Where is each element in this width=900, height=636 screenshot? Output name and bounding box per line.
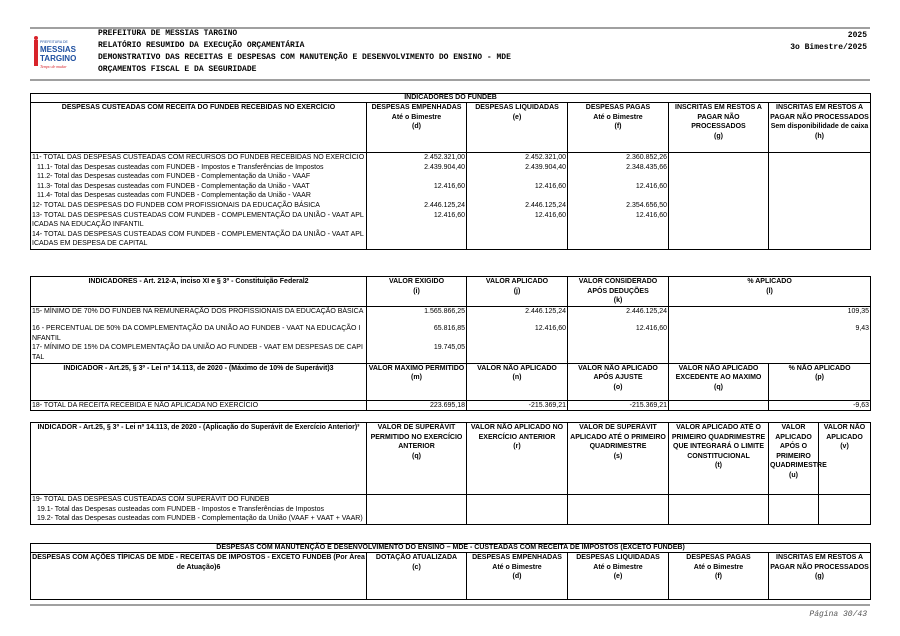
svg-text:TARGINO: TARGINO — [40, 54, 77, 63]
column-letter: (p) — [815, 374, 825, 382]
row-label: 11- TOTAL DAS DESPESAS CUSTEADAS COM RECURSOS DO FUNDEB RECEBIDAS NO EXERCÍCIO — [31, 153, 367, 163]
row-value — [568, 495, 669, 505]
row-value — [367, 191, 467, 201]
column-header — [568, 553, 669, 600]
column-period: Até o Bimestre — [391, 113, 442, 121]
column-title: VALOR APLICADO — [485, 278, 549, 285]
row-value — [819, 514, 871, 524]
column-subtitle — [368, 373, 465, 383]
row-value: 2.348.435,66 — [568, 163, 669, 173]
row-value: 2.446.125,24 — [467, 306, 568, 324]
column-header-content — [468, 553, 566, 582]
column-title: DESPESAS PAGAS — [686, 554, 751, 561]
row-label: 19- TOTAL DAS DESPESAS CUSTEADAS COM SUPERÁVIT DO FUNDEB — [31, 495, 367, 505]
row-label: 18- TOTAL DA RECEITA RECEBIDA E NÃO APLICADA NO EXERCÍCIO — [31, 400, 367, 411]
row-value — [769, 153, 871, 163]
column-header — [568, 423, 669, 495]
row-label: 19.2- Total das Despesas custeadas com FUNDEB - Complementação da União (VAAF + VAAT + VAAR) — [31, 514, 367, 524]
column-subtitle — [368, 113, 465, 132]
column-header — [467, 103, 568, 153]
header-report: RELATÓRIO RESUMIDO DA EXECUÇÃO ORÇAMENTÁRIA — [98, 41, 305, 50]
column-subtitle — [770, 471, 817, 481]
header-entity: PREFEITURA DE MESSIAS TARGINO — [98, 29, 238, 38]
column-letter: (v) — [840, 443, 849, 451]
table-row — [31, 324, 871, 343]
column-header — [467, 277, 568, 307]
column-title: VALOR NÃO APLICADO — [823, 424, 866, 441]
row-value — [467, 172, 568, 182]
column-title: VALOR NÃO APLICADO NO EXERCÍCIO ANTERIOR — [470, 424, 564, 441]
row-label: 13- TOTAL DAS DESPESAS CUSTEADAS COM FUNDEB - COMPLEMENTAÇÃO DA UNIÃO - VAAT APLICADAS NA EDUCAÇÃO INFANTIL — [31, 211, 367, 230]
row-value: 1.565.866,25 — [367, 306, 467, 324]
table-row — [31, 343, 871, 363]
row-value — [769, 230, 871, 250]
row-label: 11.1- Total das Despesas custeadas com FUNDEB - Impostos e Transferências de Impostos — [31, 163, 367, 173]
column-title: VALOR EXIGIDO — [388, 278, 445, 285]
column-header-content — [770, 553, 869, 582]
column-header — [467, 363, 568, 400]
row-label: 17- MÍNIMO DE 15% DA COMPLEMENTAÇÃO DA UNIÃO AO FUNDEB - VAAT EM DESPESAS DE CAPITAL — [31, 343, 367, 363]
column-header-content — [468, 103, 566, 122]
column-header-content — [569, 364, 667, 393]
column-header-content — [468, 277, 566, 296]
row-label: 11.2- Total das Despesas custeadas com FUNDEB - Complementação da União - VAAF — [31, 172, 367, 182]
column-subtitle — [368, 452, 465, 462]
column-subtitle — [468, 442, 566, 452]
column-title: DESPESAS LIQUIDADAS — [475, 104, 559, 111]
column-header — [31, 277, 367, 307]
row-value: 2.446.125,24 — [568, 306, 669, 324]
header-row — [31, 363, 871, 400]
column-header-content — [32, 364, 365, 374]
column-period: Até o Bimestre — [693, 563, 744, 571]
column-subtitle — [468, 287, 566, 297]
column-header-content — [468, 364, 566, 383]
column-header — [568, 363, 669, 400]
column-header-content — [670, 423, 767, 471]
column-title: INDICADOR - Art.25, § 3º - Lei nº 14.113, de 2020 - (Aplicação do Superávit de Exercício Anterior)³ — [37, 424, 360, 431]
column-title: VALOR APLICADO ATÉ O PRIMEIRO QUADRIMESTRE QUE INTEGRARÁ O LIMITE CONSTITUCIONAL — [671, 424, 766, 460]
row-value — [669, 211, 769, 230]
column-subtitle — [770, 373, 869, 383]
table-row — [31, 306, 871, 324]
row-value: 2.439.904,40 — [367, 163, 467, 173]
page-number: Página 30/43 — [809, 610, 867, 619]
row-value: 9,43 — [669, 324, 871, 343]
column-title: INSCRITAS EM RESTOS A PAGAR NÃO PROCESSADOS — [770, 554, 869, 571]
column-subtitle — [468, 373, 566, 383]
column-title: VALOR CONSIDERADO APÓS DEDUÇÕES — [578, 278, 658, 295]
column-letter: (s) — [613, 452, 623, 460]
column-letter: (c) — [412, 563, 421, 571]
column-letter: (m) — [411, 374, 422, 382]
row-value: 2.354.656,50 — [568, 201, 669, 211]
row-label: 11.3- Total das Despesas custeadas com FUNDEB - Complementação da União - VAAT — [31, 182, 367, 192]
column-header-content — [770, 103, 869, 141]
column-title: VALOR NÃO APLICADO EXCEDENTE AO MAXIMO — [675, 364, 762, 382]
column-header-content — [569, 553, 667, 582]
row-value — [467, 495, 568, 505]
row-value: 2.446.125,24 — [367, 201, 467, 211]
table-title: DESPESAS COM MANUTENÇÃO E DESENVOLVIMENTO DO ENSINO – MDE - CUSTEADAS COM RECEITA DE IMPOSTOS (EXCETO FUNDEB) — [31, 544, 871, 553]
column-subtitle — [770, 572, 869, 582]
column-header — [31, 553, 367, 600]
row-value — [367, 514, 467, 524]
svg-text:MESSIAS: MESSIAS — [40, 45, 77, 54]
row-value — [669, 343, 871, 363]
row-value — [568, 514, 669, 524]
column-letter: (f) — [715, 573, 722, 581]
column-subtitle — [670, 461, 767, 471]
footer-rule — [30, 604, 870, 606]
column-header — [367, 553, 467, 600]
column-header-content — [32, 103, 365, 113]
row-value — [669, 191, 769, 201]
row-value: -215.369,21 — [467, 400, 568, 411]
row-value — [819, 495, 871, 505]
row-value — [367, 495, 467, 505]
row-label: 16 - PERCENTUAL DE 50% DA COMPLEMENTAÇÃO DA UNIÃO AO FUNDEB - VAAT NA EDUCAÇÃO INFANTIL — [31, 324, 367, 343]
column-subtitle — [569, 563, 667, 582]
row-value — [669, 230, 769, 250]
column-header-content — [569, 423, 667, 461]
column-title: VALOR NÃO APLICADO APÓS AJUSTE — [578, 364, 658, 382]
row-value: 223.695,18 — [367, 400, 467, 411]
column-header — [669, 103, 769, 153]
row-label: 15- MÍNIMO DE 70% DO FUNDEB NA REMUNERAÇÃO DOS PROFISSIONAIS DA EDUCAÇÃO BÁSICA — [31, 306, 367, 324]
row-value — [568, 191, 669, 201]
column-header — [467, 553, 568, 600]
column-header-content — [670, 553, 767, 582]
superavit-indicators-table — [30, 422, 871, 525]
column-title: VALOR DE SUPERÁVIT PERMITIDO NO EXERCÍCIO ANTERIOR — [370, 424, 463, 451]
column-header — [31, 363, 367, 400]
column-letter: (k) — [613, 297, 623, 305]
column-title: % NÃO APLICADO — [788, 364, 851, 372]
column-period: Até o Bimestre — [492, 563, 542, 571]
row-label: 12- TOTAL DAS DESPESAS DO FUNDEB COM PROFISSIONAIS DA EDUCAÇÃO BÁSICA — [31, 201, 367, 211]
row-value — [467, 191, 568, 201]
svg-text:PREFEITURA DE: PREFEITURA DE — [40, 40, 68, 44]
column-letter: (e) — [613, 573, 623, 581]
row-value — [467, 343, 568, 363]
row-value — [367, 505, 467, 515]
column-header — [367, 423, 467, 495]
row-value: 65.816,85 — [367, 324, 467, 343]
column-header — [819, 423, 871, 495]
column-header-content — [670, 277, 869, 296]
table-row — [31, 172, 871, 182]
row-value — [669, 495, 769, 505]
constitutional-indicators-table — [30, 276, 871, 411]
row-label: 11.4- Total das Despesas custeadas com FUNDEB - Complementação da União - VAAR — [31, 191, 367, 201]
table-row — [31, 514, 871, 524]
row-value — [467, 505, 568, 515]
column-subtitle — [368, 563, 465, 573]
row-value: 2.452.321,00 — [367, 153, 467, 163]
column-letter: (t) — [715, 462, 722, 470]
column-letter: (l) — [766, 287, 773, 295]
column-header — [769, 363, 871, 400]
row-value: 2.452.321,00 — [467, 153, 568, 163]
row-value — [669, 172, 769, 182]
row-value: 19.745,05 — [367, 343, 467, 363]
column-title: INSCRITAS EM RESTOS A PAGAR NÃO PROCESSADOS Sem disponibilidade de caixa — [770, 104, 869, 131]
row-label: 14- TOTAL DAS DESPESAS CUSTEADAS COM FUNDEB - COMPLEMENTAÇÃO DA UNIÃO - VAAT APLICADAS EM DESPESA DE CAPITAL — [31, 230, 367, 250]
column-header-content — [368, 553, 465, 572]
column-letter: (q) — [412, 452, 421, 460]
table-row — [31, 182, 871, 192]
column-title: INDICADOR - Art.25, § 3º - Lei nº 14.113, de 2020 - (Máximo de 10% de Superávit)3 — [63, 364, 334, 372]
table-row — [31, 505, 871, 515]
column-period: Até o Bimestre — [593, 113, 643, 121]
column-header-content — [32, 423, 365, 433]
column-header-content — [569, 103, 667, 132]
column-title: VALOR DE SUPERÁVIT APLICADO ATÉ O PRIMEIRO QUADRIMESTRE — [570, 424, 666, 451]
column-title: DESPESAS PAGAS — [585, 104, 651, 111]
row-value: 12.416,60 — [467, 182, 568, 192]
column-letter: (r) — [513, 443, 521, 451]
header-bottom-rule — [30, 79, 870, 81]
column-subtitle — [368, 287, 465, 297]
row-value — [769, 172, 871, 182]
table-row — [31, 211, 871, 230]
row-value — [568, 343, 669, 363]
column-subtitle — [468, 563, 566, 582]
column-letter: (g) — [714, 132, 723, 140]
column-header — [367, 277, 467, 307]
row-value — [669, 163, 769, 173]
row-label: 19.1- Total das Despesas custeadas com FUNDEB - Impostos e Transferências de Impostos — [31, 505, 367, 515]
column-title: VALOR NÃO APLICADO — [477, 364, 557, 372]
row-value — [568, 230, 669, 250]
row-value — [669, 201, 769, 211]
column-letter: (e) — [512, 113, 522, 121]
column-header-content — [569, 277, 667, 306]
row-value: 12.416,60 — [568, 182, 669, 192]
fundeb-indicators-table — [30, 93, 871, 250]
column-header — [669, 553, 769, 600]
column-letter: (f) — [614, 123, 622, 131]
row-value: 2.360.852,26 — [568, 153, 669, 163]
row-value: 12.416,60 — [367, 182, 467, 192]
column-header — [669, 363, 769, 400]
column-header — [31, 423, 367, 495]
row-value: 12.416,60 — [568, 211, 669, 230]
column-header — [367, 103, 467, 153]
row-value — [568, 505, 669, 515]
column-header-content — [368, 364, 465, 383]
row-value: 2.439.904,40 — [467, 163, 568, 173]
column-letter: (d) — [412, 123, 421, 131]
column-title: INDICADORES - Art. 212-A, inciso XI e § 3º - Constituição Federal2 — [88, 278, 309, 285]
column-header-content — [368, 423, 465, 461]
column-header-content — [670, 364, 767, 393]
row-value: 12.416,60 — [568, 324, 669, 343]
column-header — [568, 103, 669, 153]
row-value — [769, 514, 819, 524]
row-value — [769, 163, 871, 173]
column-letter: (h) — [815, 132, 824, 140]
column-title: VALOR MAXIMO PERMITIDO — [368, 364, 465, 372]
row-value — [367, 172, 467, 182]
column-header — [367, 363, 467, 400]
table-row — [31, 163, 871, 173]
column-header — [669, 277, 871, 307]
column-title: VALOR APLICADO APÓS O PRIMEIRO QUADRIMESTRE — [770, 424, 827, 470]
column-header-content — [32, 553, 365, 572]
row-value — [769, 495, 819, 505]
row-value — [669, 182, 769, 192]
table-row — [31, 400, 871, 411]
header-statement: DEMONSTRATIVO DAS RECEITAS E DESPESAS COM MANUTENÇÃO E DESENVOLVIMENTO DO ENSINO - MDE — [98, 53, 511, 62]
column-header-content — [820, 423, 869, 452]
header-year: 2025 — [847, 31, 867, 40]
row-value — [819, 505, 871, 515]
column-letter: (j) — [513, 287, 521, 295]
column-header — [769, 423, 827, 495]
table-row — [31, 191, 871, 201]
column-header — [568, 277, 669, 307]
column-header — [467, 423, 568, 495]
column-subtitle — [670, 132, 767, 142]
row-value: -9,63 — [769, 400, 871, 411]
municipality-logo — [32, 36, 77, 74]
row-value — [769, 191, 871, 201]
row-value: 12.416,60 — [467, 324, 568, 343]
column-subtitle — [569, 383, 667, 393]
row-value — [769, 201, 871, 211]
column-title: % APLICADO — [747, 278, 792, 285]
column-header-content — [32, 277, 365, 287]
column-header-content — [670, 103, 767, 141]
row-value: 12.416,60 — [367, 211, 467, 230]
column-subtitle — [569, 296, 667, 306]
row-value — [669, 153, 769, 163]
row-value — [669, 514, 769, 524]
column-subtitle — [670, 563, 767, 582]
row-value — [467, 230, 568, 250]
column-title: DESPESAS COM AÇÕES TÍPICAS DE MDE - RECEITAS DE IMPOSTOS - EXCETO FUNDEB (Por Área de Atuação)6 — [32, 554, 365, 571]
column-letter: (q) — [714, 383, 723, 391]
svg-text:Tempo de mudar: Tempo de mudar — [40, 64, 67, 69]
header-period: 3o Bimestre/2025 — [790, 43, 867, 52]
row-value — [769, 211, 871, 230]
column-letter: (u) — [789, 471, 798, 479]
column-title: DESPESAS EMPENHADAS — [472, 554, 562, 561]
column-letter: (g) — [815, 573, 824, 581]
table-row — [31, 153, 871, 163]
column-subtitle — [468, 113, 566, 123]
column-letter: (i) — [413, 287, 420, 295]
column-header-content — [368, 277, 465, 296]
column-header-content — [468, 423, 566, 452]
table-row — [31, 230, 871, 250]
column-header — [769, 103, 871, 153]
row-value — [769, 182, 871, 192]
row-value: 109,35 — [669, 306, 871, 324]
column-subtitle — [569, 113, 667, 132]
column-subtitle — [569, 452, 667, 462]
column-title: DESPESAS EMPENHADAS — [371, 104, 462, 111]
row-value — [769, 505, 819, 515]
column-title: INSCRITAS EM RESTOS A PAGAR NÃO PROCESSADOS — [675, 104, 762, 131]
column-subtitle — [820, 442, 869, 452]
table-row — [31, 495, 871, 505]
column-subtitle — [670, 287, 869, 297]
header-budget: ORÇAMENTOS FISCAL E DA SEGURIDADE — [98, 65, 257, 74]
column-subtitle — [670, 383, 767, 393]
column-header — [31, 103, 367, 153]
header-row — [31, 277, 871, 307]
row-value: -215.369,21 — [568, 400, 669, 411]
column-title: DOTAÇÃO ATUALIZADA — [375, 554, 458, 561]
column-letter: (o) — [613, 383, 623, 391]
column-header — [669, 423, 769, 495]
row-value: 2.446.125,24 — [467, 201, 568, 211]
row-value — [669, 400, 769, 411]
column-period: Até o Bimestre — [593, 563, 643, 571]
column-header-content — [368, 103, 465, 132]
column-letter: (d) — [512, 573, 522, 581]
column-header — [769, 553, 871, 600]
column-header-content — [770, 423, 827, 481]
column-title: DESPESAS LIQUIDADAS — [576, 554, 660, 561]
mde-expenses-table — [30, 543, 871, 600]
table-row — [31, 201, 871, 211]
row-value: 12.416,60 — [467, 211, 568, 230]
row-value — [568, 172, 669, 182]
column-subtitle — [770, 132, 869, 142]
row-value — [367, 230, 467, 250]
column-title: DESPESAS CUSTEADAS COM RECEITA DO FUNDEB RECEBIDAS NO EXERCÍCIO — [61, 104, 336, 111]
table-title: INDICADORES DO FUNDEB — [31, 94, 871, 103]
row-value — [467, 514, 568, 524]
column-header-content — [770, 364, 869, 383]
row-value — [669, 505, 769, 515]
column-letter: (n) — [512, 374, 522, 382]
